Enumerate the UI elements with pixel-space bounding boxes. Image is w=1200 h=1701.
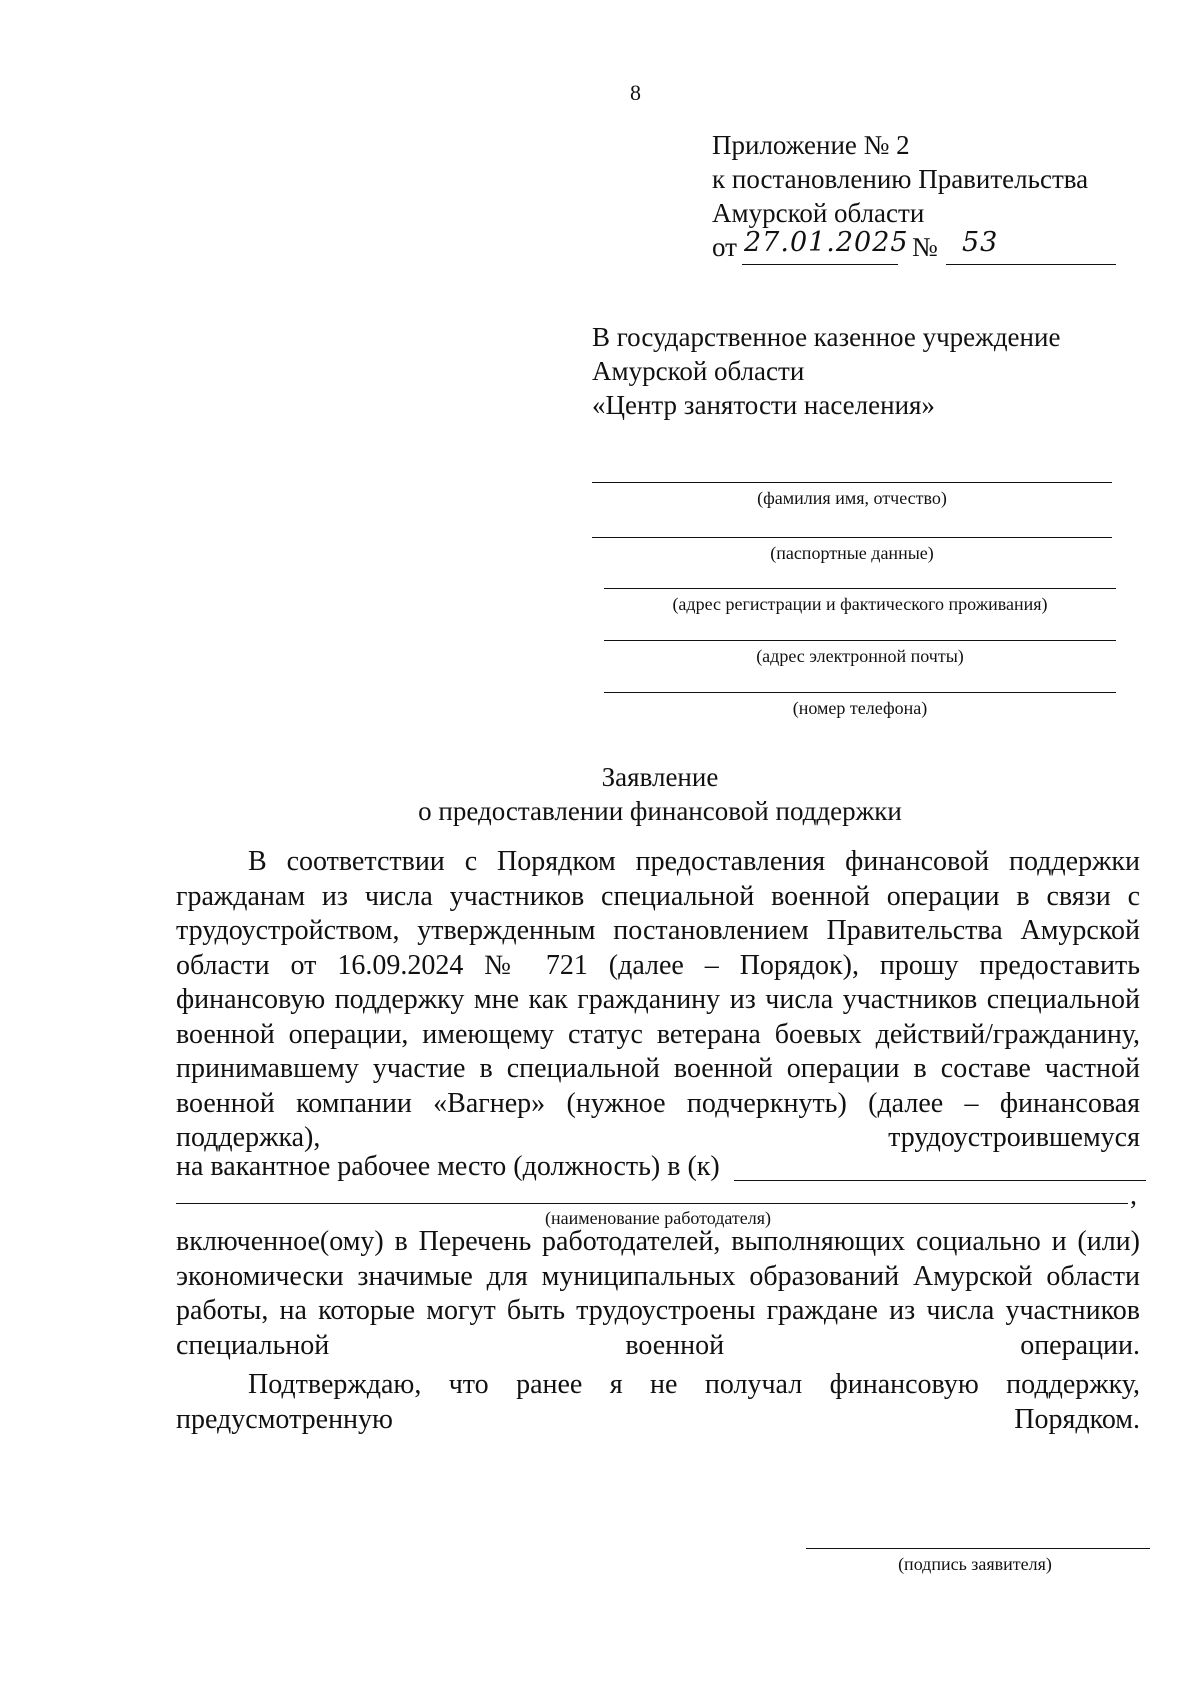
body-paragraph-3 bbox=[176, 1368, 1140, 1437]
employer-field[interactable] bbox=[176, 1203, 1128, 1204]
address-field[interactable] bbox=[604, 588, 1116, 589]
number-prefix: № bbox=[912, 232, 938, 262]
document-title bbox=[170, 760, 1150, 828]
email-field[interactable] bbox=[604, 640, 1116, 641]
appendix-header bbox=[712, 128, 1172, 270]
paragraph-2-text: включенное(ому) в Перечень работодателей, выполняющих социально и (или) экономически значимые для муниципальных образований Амурской области работы, на которые могут быть трудоустроены граждане из числа участников специальной военной операции. bbox=[176, 1226, 1140, 1361]
number-underline bbox=[946, 264, 1116, 265]
recipient-line-3: «Центр занятости населения» bbox=[592, 390, 935, 420]
body-paragraph-2 bbox=[176, 1225, 1140, 1363]
date-prefix: от bbox=[712, 232, 737, 262]
email-caption: (адрес электронной почты) bbox=[756, 646, 964, 666]
paragraph-1-text: В соответствии с Порядком предоставления финансовой поддержки гражданам из числа участников специальной военной операции в связи с трудоустройством, утвержденным постановлением Правительства Амурской области от 16.09.2024 № 721 (далее – Порядок), прошу предоставить финансовую поддержку мне как гражданину из числа участников специальной военной операции, имеющему статус ветерана боевых действий/гражданину, принимавшему участие в специальной военной операции в составе частной военной компании «Вагнер» (нужное подчеркнуть) (далее – финансовая поддержка), трудоустроившемуся bbox=[176, 846, 1140, 1153]
position-field[interactable] bbox=[734, 1180, 1146, 1181]
title-line-1: Заявление bbox=[601, 762, 719, 792]
address-caption: (адрес регистрации и фактического проживания) bbox=[672, 594, 1048, 614]
full-name-caption: (фамилия имя, отчество) bbox=[757, 488, 947, 508]
date-underline bbox=[742, 264, 898, 265]
body-paragraph-1 bbox=[176, 845, 1140, 1156]
signature-field[interactable] bbox=[806, 1548, 1150, 1549]
passport-field[interactable] bbox=[592, 537, 1112, 538]
employer-comma: , bbox=[1130, 1180, 1137, 1211]
paragraph-3-text: Подтверждаю, что ранее я не получал финансовую поддержку, предусмотренную Порядком. bbox=[176, 1369, 1140, 1435]
resolution-date-number bbox=[712, 227, 1172, 270]
appendix-title: Приложение № 2 bbox=[712, 130, 910, 160]
handwritten-date: 27.01.2025 bbox=[744, 227, 909, 258]
employer-caption: (наименование работодателя) bbox=[544, 1208, 772, 1228]
appendix-region: Амурской области bbox=[712, 198, 925, 228]
title-line-2: о предоставлении финансовой поддержки bbox=[418, 796, 902, 826]
full-name-field[interactable] bbox=[592, 482, 1112, 483]
phone-field[interactable] bbox=[604, 692, 1116, 693]
recipient-block bbox=[592, 320, 1112, 422]
paragraph-1-tail: на вакантное рабочее место (должность) в (к) bbox=[176, 1151, 720, 1182]
passport-caption: (паспортные данные) bbox=[770, 543, 934, 563]
recipient-line-1: В государственное казенное учреждение bbox=[592, 322, 1061, 352]
signature-caption: (подпись заявителя) bbox=[898, 1554, 1052, 1574]
recipient-line-2: Амурской области bbox=[592, 356, 805, 386]
phone-caption: (номер телефона) bbox=[792, 698, 928, 718]
page-number: 8 bbox=[630, 80, 641, 105]
appendix-resolution: к постановлению Правительства bbox=[712, 164, 1089, 194]
handwritten-number: 53 bbox=[962, 227, 999, 258]
